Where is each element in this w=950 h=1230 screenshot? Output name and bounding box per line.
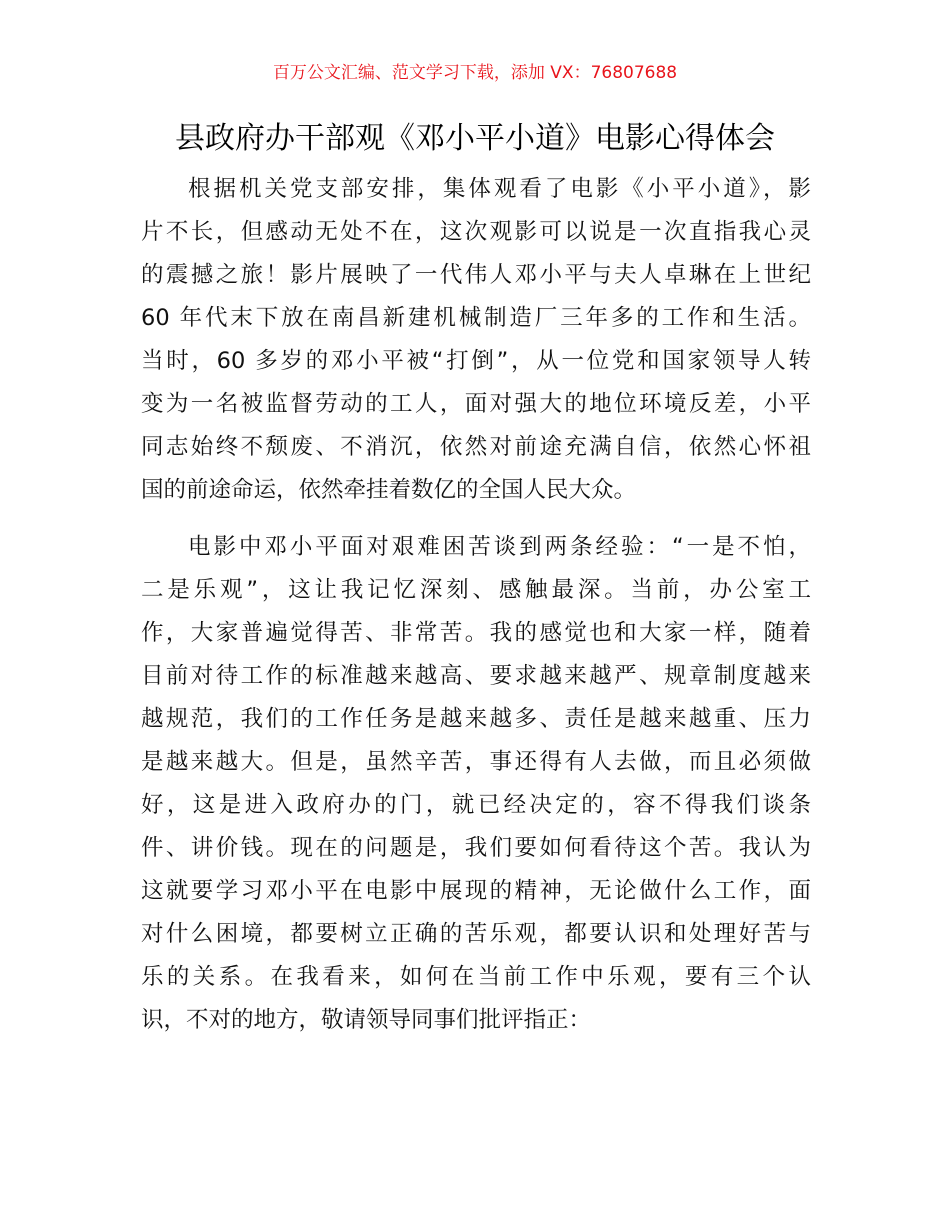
text-line: 电影中邓小平面对艰难困苦谈到两条经验：“一是不怕， <box>188 534 811 560</box>
text-line: 作，大家普遍觉得苦、非常苦。我的感觉也和大家一样，随着 <box>141 620 811 646</box>
text-line: 这就要学习邓小平在电影中展现的精神，无论做什么工作，面 <box>141 878 811 904</box>
text-line: 好，这是进入政府办的门，就已经决定的，容不得我们谈条 <box>141 792 811 818</box>
document-title: 县政府办干部观《邓小平小道》电影心得体会 <box>175 121 775 156</box>
watermark-banner: 百万公文汇编、范文学习下载，添加 VX：76807688 <box>272 63 678 83</box>
text-line: 是越来越大。但是，虽然辛苦，事还得有人去做，而且必须做 <box>141 749 811 775</box>
text-line: 变为一名被监督劳动的工人，面对强大的地位环境反差，小平 <box>141 391 811 417</box>
text-line: 60 年代末下放在南昌新建机械制造厂三年多的工作和生活。 <box>141 305 811 331</box>
text-line: 当时，60 多岁的邓小平被“打倒”，从一位党和国家领导人转 <box>141 348 811 374</box>
text-line: 同志始终不颓废、不消沉，依然对前途充满自信，依然心怀祖 <box>141 434 811 460</box>
text-line: 件、讲价钱。现在的问题是，我们要如何看待这个苦。我认为 <box>141 835 811 861</box>
text-line: 乐的关系。在我看来，如何在当前工作中乐观，要有三个认 <box>141 964 811 990</box>
text-line: 的震撼之旅！影片展映了一代伟人邓小平与夫人卓琳在上世纪 <box>141 262 811 288</box>
paragraph-1 <box>141 168 811 512</box>
text-line: 片不长，但感动无处不在，这次观影可以说是一次直指我心灵 <box>141 219 811 245</box>
paragraph-2 <box>141 526 811 1042</box>
text-line: 对什么困境，都要树立正确的苦乐观，都要认识和处理好苦与 <box>141 921 811 947</box>
text-line: 目前对待工作的标准越来越高、要求越来越严、规章制度越来 <box>141 663 811 689</box>
text-line: 二是乐观”，这让我记忆深刻、感触最深。当前，办公室工 <box>141 577 811 603</box>
text-line: 越规范，我们的工作任务是越来越多、责任是越来越重、压力 <box>141 706 811 732</box>
text-line: 识，不对的地方，敬请领导同事们批评指正： <box>141 1007 592 1033</box>
text-line: 国的前途命运，依然牵挂着数亿的全国人民大众。 <box>141 477 637 503</box>
text-line: 根据机关党支部安排，集体观看了电影《小平小道》，影 <box>188 176 811 202</box>
